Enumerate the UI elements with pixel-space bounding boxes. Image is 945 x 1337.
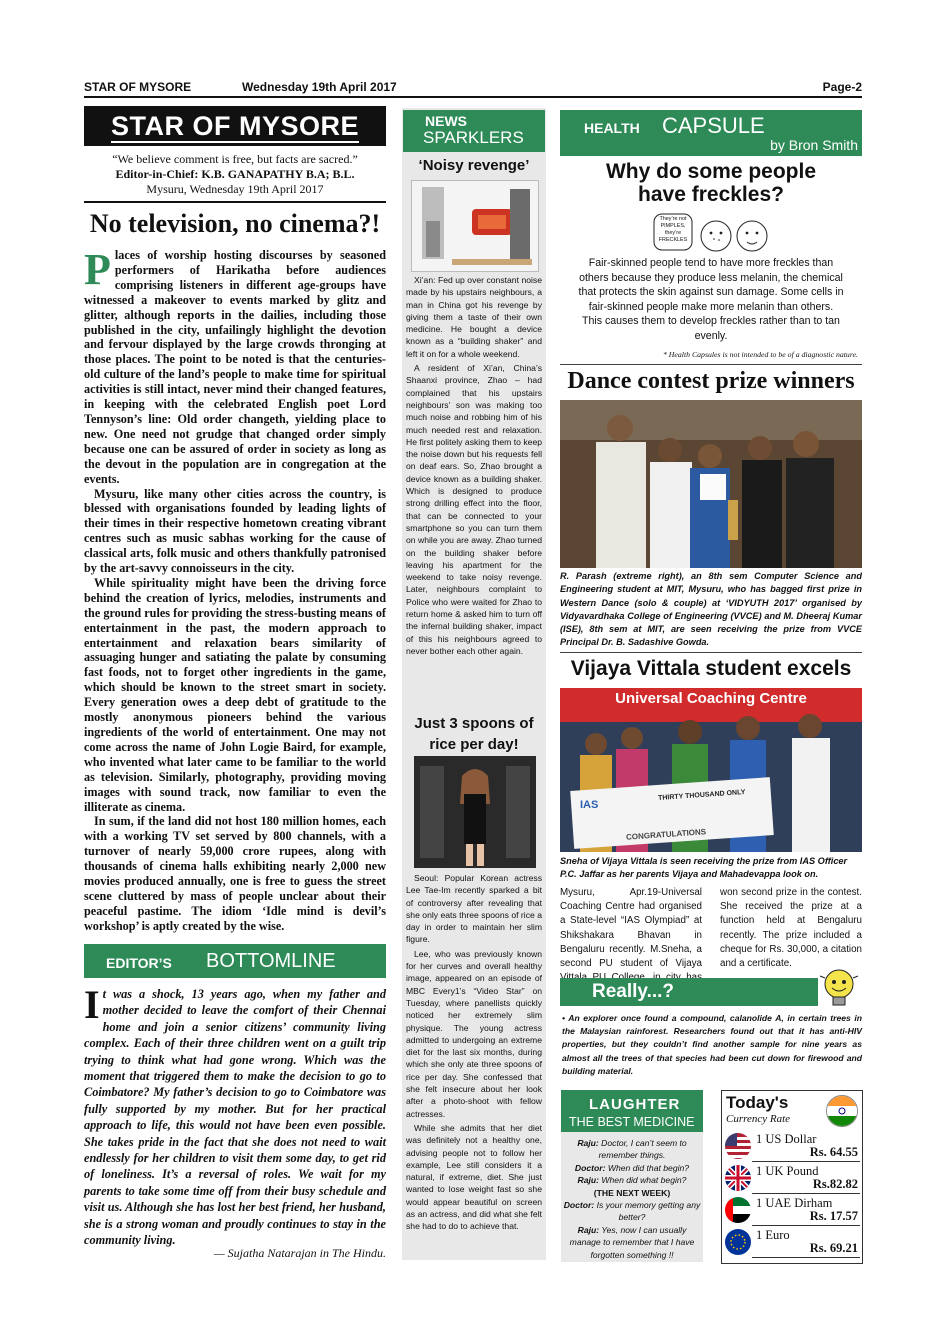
bottomline-text: t was a shock, 13 years ago, when my father and mother decided to leave the comfort of their Chennai home and join a senior citizens’ community living complex. Each of their three children went on a guilt trip trying to think what had gone wrong. Which was the moment that triggered them to make the decision to go to Coimbatore? My father’s decision to go to Coimbatore was fully supported by my mother. But for her practical approach to life, this would not have been even possible. She takes pride in the fact that she does not need to wait endlessly for her children to visit them some day, to get rid of loneliness. It’s a reversal of roles. We wait for my parents to take some time off from their busy schedule and visit us. Although she has lost her best friend, her husband, she is a strong woman and proudly continues to stay in the community living. (84, 987, 386, 1248)
laughter-label-b: THE BEST MEDICINE (569, 1115, 695, 1129)
story1-headline: ‘Noisy revenge’ (418, 157, 530, 174)
cartoon-speech-text: They’re not PIMPLES, they’re FRECKLES (658, 216, 688, 243)
motto: “We believe comment is free, but facts are sacred.” (112, 152, 358, 166)
vijaya-prize-photo (560, 688, 862, 852)
editorial-dropcap: P (84, 245, 111, 294)
vijaya-cheque-congrats: CONGRATULATIONS (625, 827, 707, 842)
vijaya-caption: Sneha of Vijaya Vittala is seen receiving the prize from IAS Officer P.C. Jaffar as her parents Vijaya and Mahadevappa look on. (560, 856, 848, 879)
currency-row (722, 1163, 862, 1194)
currency-rate-box (721, 1090, 863, 1264)
laughter-line: (THE NEXT WEEK) (593, 1187, 671, 1198)
story2-headline: Just 3 spoons of rice per day! (414, 715, 534, 753)
health-label-a: HEALTH (584, 120, 640, 136)
story2-paragraph: Lee, who was previously known for her curves and overall healthy image, appeared on an episode of MBC Every1’s “Video Star” on Tuesday, where panellists quickly noticed her extremely slim physique. The young actress admitted to undergoing an extreme diet for the last six months, during which she only ate three spoons of rice per day. She confessed that she felt insecure about her look after a photo-shoot with fellow actresses. (406, 948, 542, 1119)
editorial-paragraph: In sum, if the land did not host 180 million homes, each with a working TV set served by 800 channels, with a turnover of nearly 59,000 crore rupees, along with thousands of cinema halls exhibiting nearly 2,000 new movies produced annually, one is free to guess the street scene cluttered by mass of people unclear about their peaceful pastime. The idiom ‘Idle mind is devil’s workshop’ is aptly created by the wise. (84, 814, 386, 933)
currency-row (722, 1227, 862, 1258)
really-label: Really...? (592, 981, 675, 1002)
india-flag-icon (826, 1095, 858, 1127)
story1-body (406, 274, 542, 657)
laughter-line: Yes, now I can usually manage to remember that I have forgotten something !! (569, 1224, 695, 1260)
laughter-speaker: Raju: (577, 1138, 599, 1148)
masthead-title: STAR OF MYSORE (110, 111, 359, 141)
story2-paragraph: While she admits that her diet was definitely not a healthy one, advising people not to follow her example, Lee still considers it a natural, if extreme, diet. She just wanted to lose weight fast so she would appear beautiful on screen as an actress, and did what she felt she had to do to achieve that. (406, 1122, 542, 1232)
laughter-line: When did that begin? (605, 1162, 690, 1173)
bottomline-signature: — Sujatha Natarajan in The Hindu. (213, 1246, 386, 1260)
editorial-paragraph: Mysuru, like many other cities across the country, is blessed with organisations founded by leading lights of their times in their respective hometown creating vibrant centres such as music sabhas working for the cause of classical arts, folk music and others thankfully patronised by the art-savvy connoisseurs in the city. (84, 486, 386, 576)
currency-name: 1 UAE Dirham (756, 1196, 833, 1210)
eu-flag-icon (725, 1229, 751, 1255)
currency-row (722, 1195, 862, 1226)
health-body: Fair-skinned people tend to have more freckles than others because they produce less melanin, the chemical that protects the skin against sun damage. Some cells in fair-skinned people make more melanin than others. This causes them to develop freckles rather than to tan evenly. (578, 257, 844, 342)
laughter-line: When did what begin? (599, 1175, 687, 1186)
really-banner (560, 978, 818, 1006)
laughter-label-a: LAUGHTER (589, 1096, 681, 1113)
dance-headline: Dance contest prize winners (567, 368, 855, 394)
vijaya-body: Mysuru, Apr.19-Universal Coaching Centre had organised a State-level “IAS Olympiad” at Shikshakara Bhavan in Bengaluru recently. M.Sneha, a second PU student of Vijaya won second prize in the contest. She received the prize at a function held at Bengaluru recently. The prize included a cheque for Rs. 30,000, a citation and a certificate. (560, 887, 862, 970)
currency-value: Rs. 64.55 (809, 1145, 858, 1159)
health-banner (560, 110, 862, 156)
currency-value: Rs. 17.57 (809, 1209, 858, 1223)
story1-paragraph: A resident of Xi’an, China’s Shaanxi province, Zhao – had complained that his upstairs neighbours’ son was making too much noise and robbing him of his much needed rest and relaxation. He first politely asking them to keep the noise down but his requests fell on deaf ears. So, Zhao brought a device known as a building shaker. Which is designed to produce strong drilling effect into the floor, that can be connected to your smartphone so you can turn them on while you are away. Zhao turned on the building shaker before leaving his apartment for the weekend to take noisy revenge. Later, neighbours complaint to Police who were waited for Zhao to return home & asked him to turn off the infernal building shaker, impact of this his neighbours agreed to never bother each other again. (406, 363, 542, 656)
sparklers-label-b: SPARKLERS (423, 128, 524, 147)
dance-caption: R. Parash (extreme right), an 8th sem Computer Science and Engineering student at MIT, Mysuru, who has bagged first prize in Western Dance (solo & couple) at ‘VIDYUTH 2017’ organised by Vidyavardhaka College of Engineering (VVCE) and M. Dheeraj Kumar (ISE), 8th sem at MIT, are seen receiving the prize from VVCE Principal Dr. B. Sadashive Gowda. (560, 571, 862, 648)
uk-flag-icon (725, 1165, 751, 1191)
actress-photo (414, 756, 536, 868)
dance-prize-photo (560, 400, 862, 568)
us-flag-icon (725, 1133, 751, 1159)
freckles-cartoon (652, 212, 770, 254)
currency-value: Rs.82.82 (812, 1177, 858, 1191)
editorial-headline: No television, no cinema?! (89, 209, 381, 238)
masthead (84, 106, 386, 146)
health-headline-line: Why do some people (605, 160, 817, 183)
really-body: • An explorer once found a compound, calanolide A, in certain trees in the Malaysian rainforest. Researchers found out that it has anti-HIV properties, but they couldn’t find another sample for nine years as almost all the trees of that species had been cut down for firewood and building material. (562, 1013, 862, 1076)
lightbulb-icon (818, 966, 860, 1012)
editorial-paragraph: While spirituality might have been the driving force behind the creation of lyrics, melodies, instruments and the ground rules for providing the stress-busting means of entertainment in the past, the modern approach to entertainment and relaxation bears similarity of assuaging hunger and satiating the palate by consuming fast foods, not to forget other ingredients in the game, which should be known to the street smart in society. Every generation owes a deep debt of gratitude to the mostly anonymous pioneers behind the various ingredients of the world of entertainment. One may not come across the name of John Logie Baird, for example, who invented what later came to be familiar to the world as television. Similarly, photography, providing moving images with sound track, now familiar to even the illiterate as cinema. (84, 575, 386, 814)
story2-body (406, 872, 542, 1233)
laughter-line: Doctor, I can’t seem to remember things. (598, 1138, 687, 1161)
dateline: Mysuru, Wednesday 19th April 2017 (146, 182, 324, 196)
health-label-b: CAPSULE (662, 113, 765, 138)
uae-flag-icon (725, 1197, 751, 1223)
health-footnote: * Health Capsules is not intended to be of a diagnostic nature. (662, 350, 858, 359)
laughter-speaker: Raju: (577, 1175, 600, 1186)
laughter-speaker: Doctor: (563, 1200, 595, 1211)
currency-name: 1 Euro (756, 1228, 790, 1242)
building-shaker-photo (411, 180, 539, 272)
currency-title: Today's (726, 1093, 789, 1112)
vijaya-banner-text: Universal Coaching Centre (615, 690, 807, 707)
editorial-paragraph: laces of worship hosting discourses by seasoned performers of Harikatha before audiences comprising listeners in different age-groups have witnessed a makeover to events marked by glitz and glitter, although reports in the dailies, including those published in the city, unfailingly highlight the devotion and fervour displayed by the large crowds thronging at those places. The point to be noted is that the centuries-old culture of the land’s people to make time for spiritual activities is still intact, never mind their changed features, in keeping with the celebrated English poet Lord Tennyson’s line: Old order changeth, yielding place to new. One need not grudge that changed order simply because one can be assured of order in society as long as the devout in the population are in congregation at the events. (84, 248, 386, 486)
bottomline-label-a: EDITOR’S (106, 955, 172, 971)
laughter-speaker: Raju: (577, 1224, 600, 1235)
health-headline (560, 160, 862, 206)
editor-line: Editor-in-Chief: K.B. GANAPATHY B.A; B.L. (115, 167, 355, 181)
divider (560, 364, 862, 365)
currency-subtitle: Currency Rate (726, 1113, 791, 1125)
sparklers-banner (403, 110, 545, 152)
header-page-number: Page-2 (822, 80, 862, 94)
currency-name: 1 UK Pound (756, 1164, 819, 1178)
health-headline-line: have freckles? (638, 183, 784, 206)
divider (560, 652, 862, 653)
bottomline-body (84, 982, 386, 1249)
story2-paragraph: Seoul: Popular Korean actress Lee Tae-Im recently sparked a bit of controversy after revealing that she only eats three spoons of rice a day in order to maintain her slim figure. (406, 873, 542, 945)
currency-value: Rs. 69.21 (809, 1241, 858, 1255)
laughter-line: Is your memory getting any better? (594, 1200, 701, 1223)
sparklers-label-a: NEWS (425, 113, 467, 129)
currency-name: 1 US Dollar (756, 1132, 817, 1146)
divider (84, 201, 386, 203)
health-byline: by Bron Smith (770, 137, 858, 153)
laughter-body (563, 1137, 701, 1261)
bottomline-dropcap: I (84, 982, 100, 1027)
header-date: Wednesday 19th April 2017 (242, 80, 397, 94)
laughter-banner (561, 1090, 703, 1132)
vijaya-cheque-amount: THIRTY THOUSAND ONLY (657, 788, 746, 803)
vijaya-headline: Vijaya Vittala student excels (570, 657, 852, 680)
laughter-speaker: Doctor: (574, 1162, 606, 1173)
bottomline-label-b: BOTTOMLINE (206, 950, 336, 972)
masthead-motto-block (84, 152, 386, 197)
bottomline-banner (84, 944, 386, 978)
page-header (84, 80, 862, 98)
header-paper-name: STAR OF MYSORE (84, 80, 192, 94)
editorial-body (84, 245, 386, 934)
story1-paragraph: Xi’an: Fed up over constant noise made by his upstairs neighbours, a man in China got his revenge by giving them a taste of their own medicine. He bought a device known as a “building shaker” and left it on for a whole weekend. (406, 275, 542, 359)
svg-text:IAS: IAS (580, 799, 599, 811)
currency-row (722, 1131, 862, 1162)
